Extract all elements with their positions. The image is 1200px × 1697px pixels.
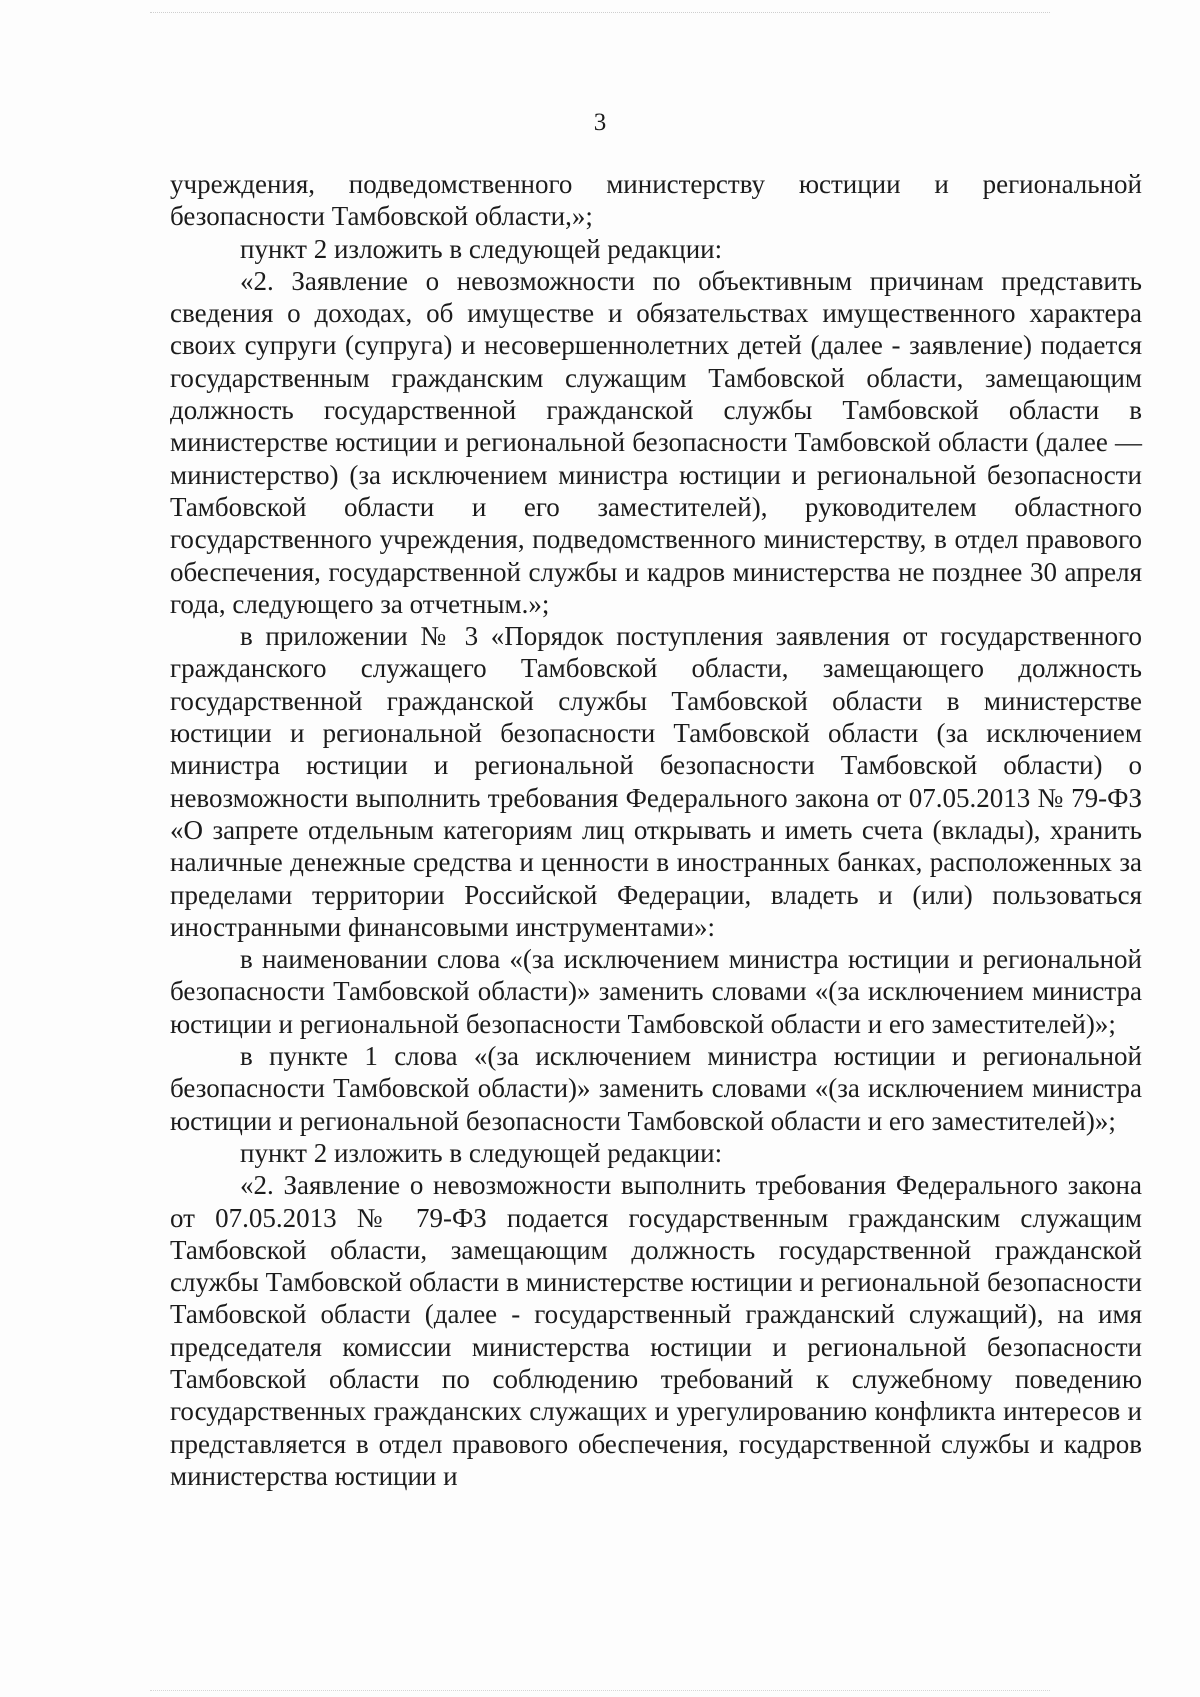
paragraph: в приложении № 3 «Порядок поступления заявления от государственного гражданского служащего Тамбовской области, замещающего должность государственной гражданской службы Тамбовской области в министерстве юстиции и региональной безопасности Тамбовской области (за исключением министра юстиции и региональной безопасности Тамбовской области) о невозможности выполнить требования Федерального закона от 07.05.2013 № 79-ФЗ «О запрете отдельным категориям лиц открывать и иметь счета (вклады), хранить наличные денежные средства и ценности в иностранных банках, расположенных за пределами территории Российской Федерации, владеть и (или) пользоваться иностранными финансовыми инструментами»: (170, 621, 1142, 942)
paragraph: «2. Заявление о невозможности по объективным причинам представить сведения о доходах, об имуществе и обязательствах имущественного характера своих супруги (супруга) и несовершеннолетних детей (далее - заявление) подается государственным гражданским служащим Тамбовской области, замещающим должность государственной гражданской службы Тамбовской области в министерстве юстиции и региональной безопасности Тамбовской области (далее — министерство) (за исключением министра юстиции и региональной безопасности Тамбовской области и его заместителей), руководителем областного государственного учреждения, подведомственного министерству, в отдел правового обеспечения, государственной службы и кадров министерства не позднее 30 апреля года, следующего за отчетным.»; (170, 265, 1142, 619)
page-number: 3 (593, 109, 607, 136)
paragraph: в пункте 1 слова «(за исключением министра юстиции и региональной безопасности Тамбовской области)» заменить словами «(за исключением министра юстиции и региональной безопасности Тамбовской области и его заместителей)»; (170, 1041, 1142, 1136)
paragraph: пункт 2 изложить в следующей редакции: (240, 233, 723, 264)
paragraph: учреждения, подведомственного министерству юстиции и региональной безопасности Тамбовской области,»; (170, 169, 1142, 232)
scan-edge-bottom (150, 1690, 1050, 1692)
paragraph: «2. Заявление о невозможности выполнить требования Федерального закона от 07.05.2013 № 79-ФЗ подается государственным гражданским служащим Тамбовской области, замещающим должность государственной гражданской службы Тамбовской области в министерстве юстиции и региональной безопасности Тамбовской области (далее - государственный гражданский служащий), на имя председателя комиссии министерства юстиции и региональной безопасности Тамбовской области по соблюдению требований к служебному поведению государственных гражданских служащих и урегулированию конфликта интересов и представляется в отдел правового обеспечения, государственной службы и кадров министерства юстиции и (170, 1170, 1142, 1491)
paragraph: пункт 2 изложить в следующей редакции: (240, 1137, 723, 1168)
document-body (170, 168, 1142, 1492)
paragraph: в наименовании слова «(за исключением министра юстиции и региональной безопасности Тамбовской области)» заменить словами «(за исключением министра юстиции и региональной безопасности Тамбовской области и его заместителей)»; (170, 944, 1142, 1039)
scan-edge-top (150, 12, 1050, 14)
